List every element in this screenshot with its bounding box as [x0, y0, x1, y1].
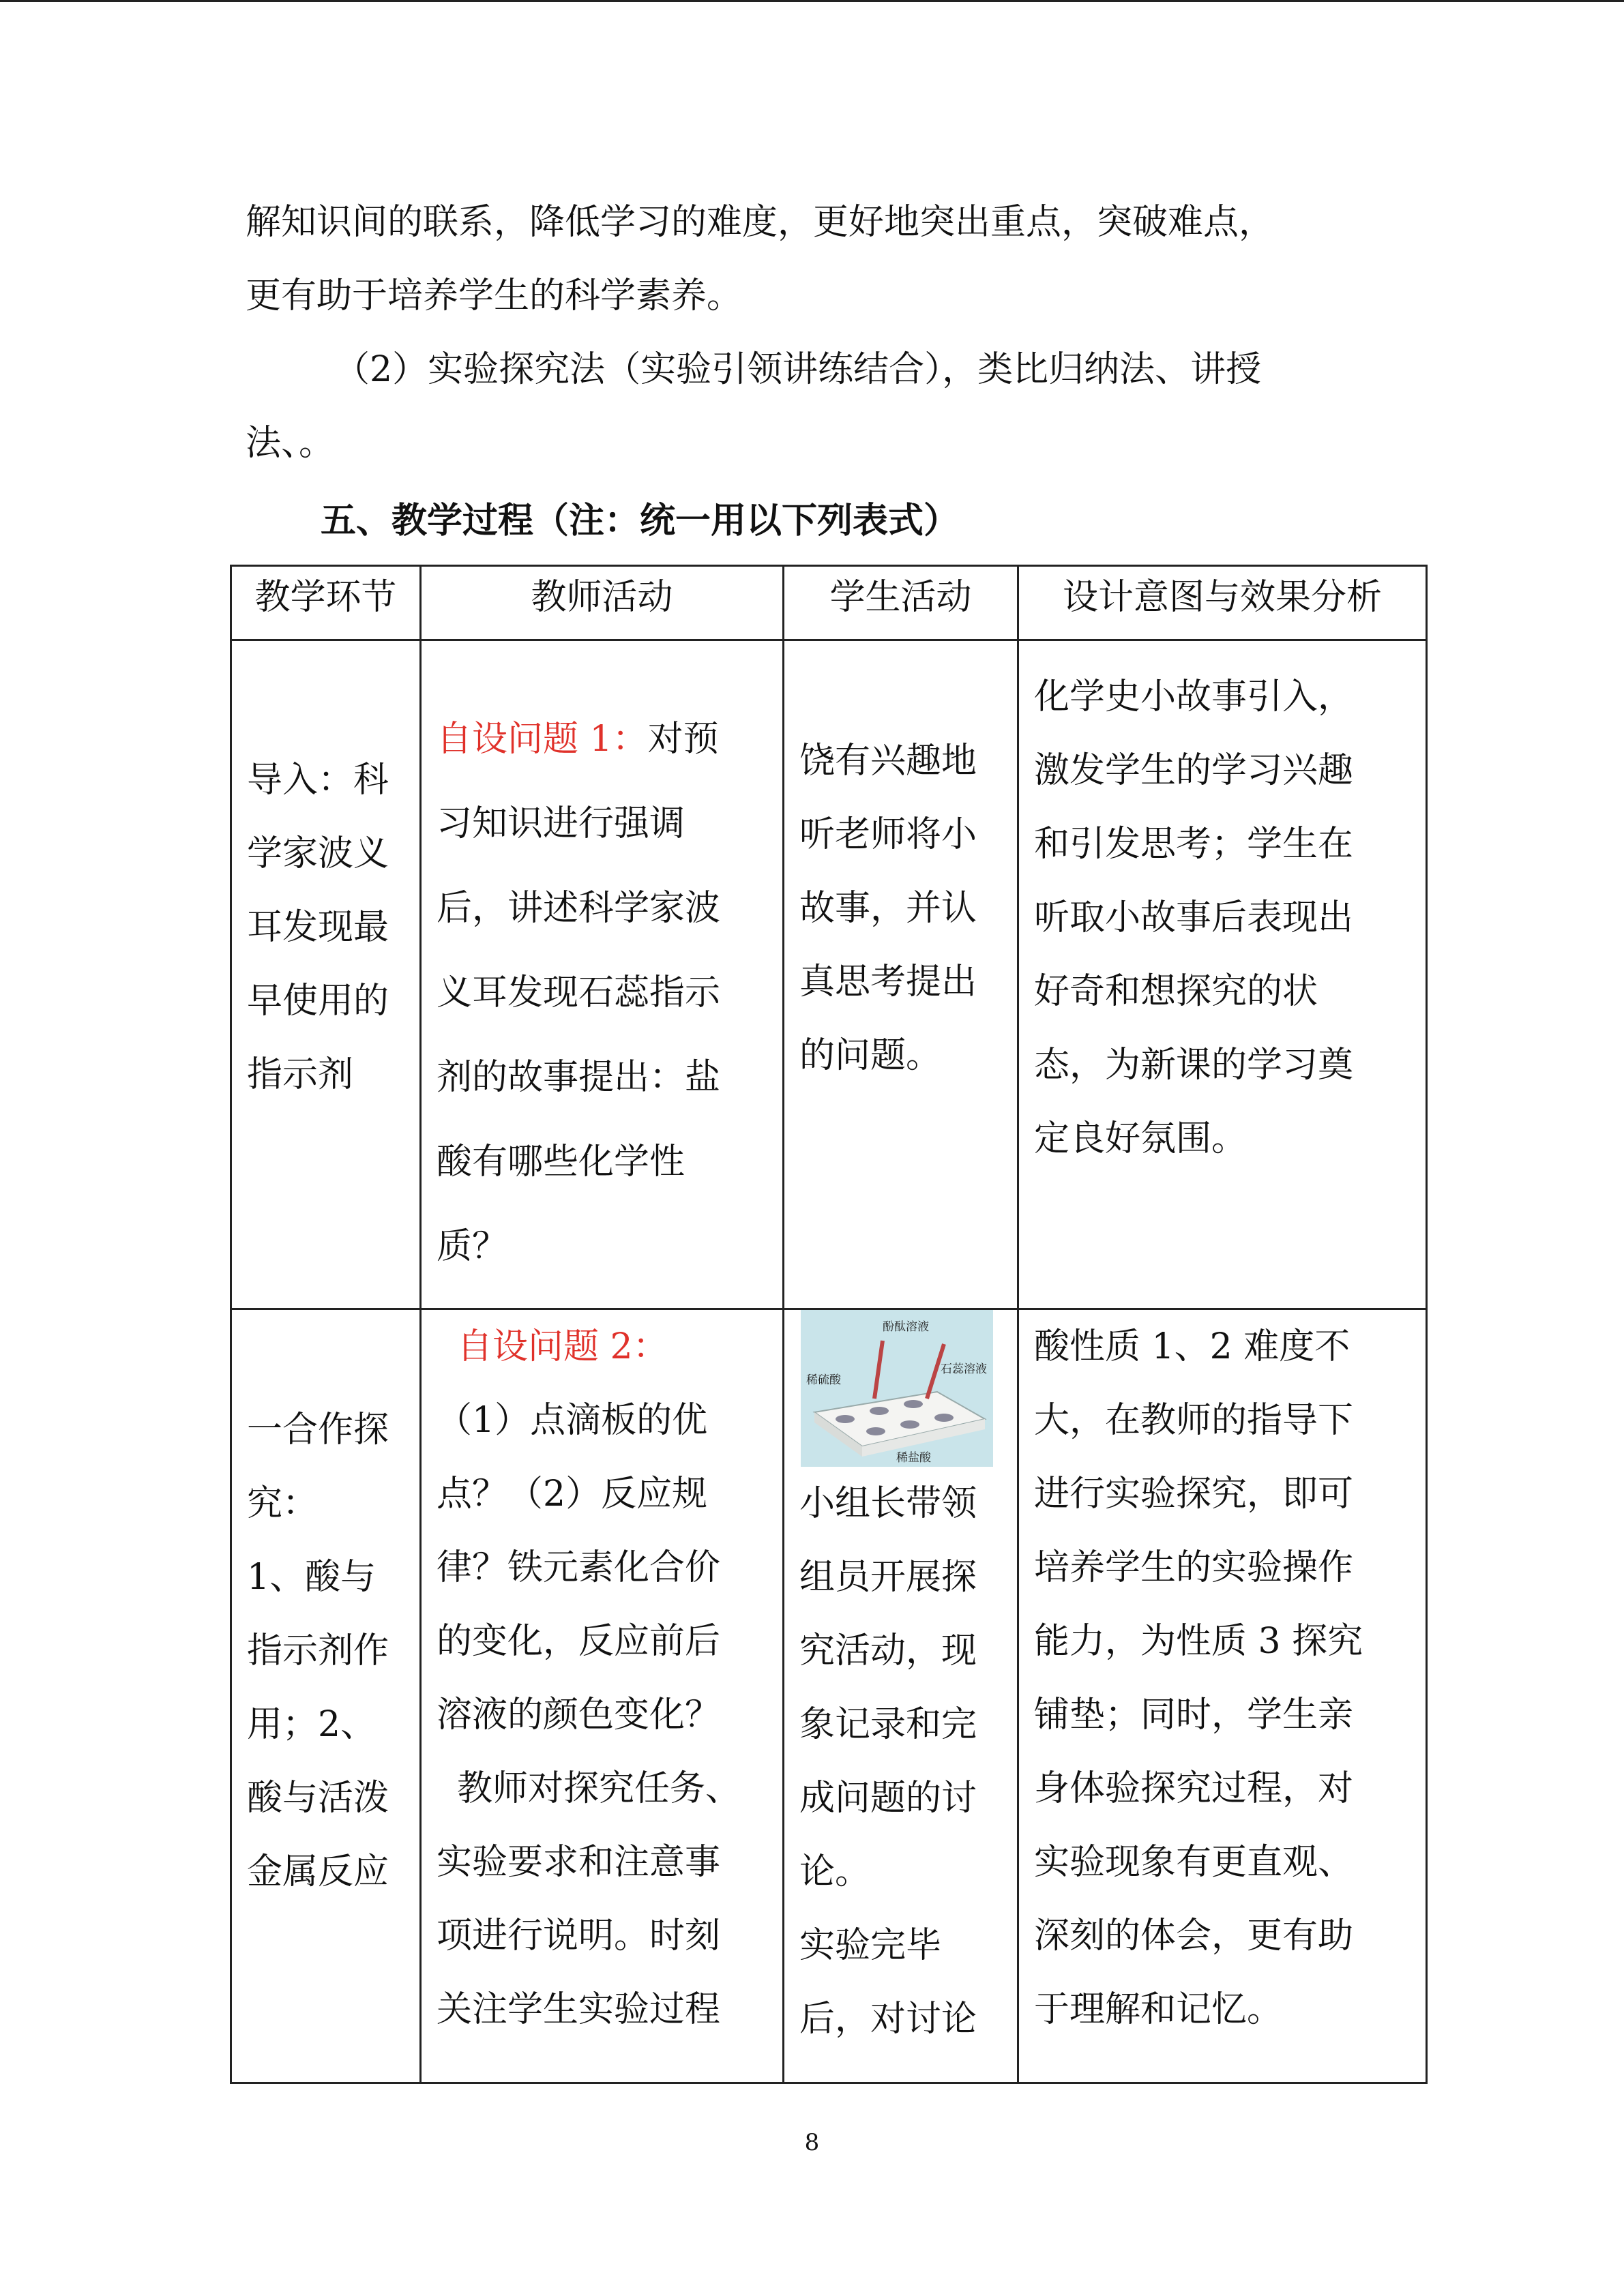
table-row: [231, 1309, 1427, 2083]
design-line: 态，为新课的学习奠: [1034, 1045, 1354, 1086]
stage-line: 学家波义: [247, 833, 389, 874]
student-line: 象记录和完: [799, 1704, 977, 1745]
teacher-line: 质？: [437, 1226, 508, 1267]
student-line: 究活动，现: [799, 1630, 977, 1671]
design-line: 能力，为性质 3 探究: [1034, 1621, 1363, 1662]
design-line: 铺垫；同时，学生亲: [1034, 1695, 1354, 1735]
plate-well: [836, 1415, 855, 1423]
design-line: 于理解和记忆。: [1034, 1989, 1283, 2030]
teacher-line: 对预: [647, 719, 719, 760]
plate-well: [870, 1407, 889, 1415]
top-border-line: [0, 0, 1624, 2]
teacher-line: 律？铁元素化合价: [437, 1547, 721, 1588]
intro-line-1: 解知识间的联系，降低学习的难度，更好地突出重点，突破难点，: [246, 202, 1275, 243]
intro-line-4: 法、。: [246, 423, 335, 464]
student-line: 的问题。: [799, 1035, 942, 1076]
header-student-activity: 学生活动: [784, 566, 1018, 640]
design-line: 定良好氛围。: [1034, 1118, 1247, 1159]
student-line: 听老师将小: [799, 814, 977, 855]
plate-well: [900, 1420, 919, 1429]
student-activity-cell: [784, 1309, 1018, 2083]
teacher-line: 项进行说明。时刻: [437, 1915, 721, 1956]
design-line: 深刻的体会，更有助: [1034, 1915, 1354, 1956]
design-line: 化学史小故事引入，: [1034, 676, 1354, 717]
stage-line: 金属反应: [247, 1851, 389, 1892]
teacher-line: 实验要求和注意事: [437, 1842, 721, 1883]
drop-plate-figure: [801, 1310, 993, 1467]
teaching-process-table: [230, 565, 1428, 2084]
design-line: 和引发思考；学生在: [1034, 824, 1354, 865]
label-phenolphthalein: 酚酞溶液: [883, 1320, 929, 1334]
question-label: 自设问题 1：: [437, 719, 648, 760]
design-line: 身体验探究过程，对: [1034, 1768, 1354, 1809]
section-heading: 五、教学过程（注：统一用以下列表式）: [321, 500, 960, 541]
design-line: 培养学生的实验操作: [1034, 1547, 1354, 1588]
student-line: 真思考提出: [799, 961, 977, 1002]
student-line: 组员开展探: [799, 1557, 977, 1598]
teacher-line: （1）点滴板的优: [437, 1400, 708, 1441]
design-line: 进行实验探究，即可: [1034, 1474, 1354, 1515]
teacher-line: 的变化，反应前后: [437, 1621, 721, 1662]
design-line: 大，在教师的指导下: [1034, 1400, 1354, 1441]
stage-line: 早使用的: [247, 981, 389, 1022]
question-label: 自设问题 2：: [457, 1326, 668, 1367]
table-header-row: [231, 566, 1427, 640]
plate-well: [866, 1427, 885, 1435]
stage-line: 酸与活泼: [247, 1778, 389, 1819]
design-intent-cell: [1018, 1309, 1427, 2083]
student-line: 故事，并认: [799, 888, 977, 929]
plate-well: [934, 1414, 954, 1422]
header-teacher-activity: 教师活动: [421, 566, 784, 640]
student-activity-cell: [784, 640, 1018, 1309]
student-line: 成问题的讨: [799, 1778, 977, 1819]
stage-line: 指示剂: [247, 1054, 354, 1095]
student-line: 饶有兴趣地: [799, 741, 977, 781]
stage-line: 导入：科: [247, 760, 389, 801]
stage-line: 用；2、: [247, 1704, 377, 1745]
stage-line: 指示剂作: [247, 1630, 389, 1671]
teacher-line: 习知识进行强调: [437, 803, 685, 844]
teacher-activity-cell: [421, 1309, 784, 2083]
label-dilute-sulfuric: 稀硫酸: [806, 1373, 841, 1387]
stage-line: 1、酸与: [247, 1557, 377, 1598]
intro-line-2: 更有助于培养学生的科学素养。: [246, 275, 743, 316]
teacher-line: 点？（2）反应规: [437, 1474, 708, 1515]
label-litmus: 石蕊溶液: [941, 1362, 987, 1376]
student-line: 论。: [799, 1851, 871, 1892]
teacher-line: 义耳发现石蕊指示: [437, 972, 721, 1013]
design-line: 激发学生的学习兴趣: [1034, 750, 1354, 791]
label-dilute-hydrochloric: 稀盐酸: [896, 1451, 931, 1465]
plate-well: [904, 1400, 923, 1408]
design-line: 实验现象有更直观、: [1034, 1842, 1354, 1883]
teacher-activity-cell: [421, 640, 784, 1309]
teacher-line: 教师对探究任务、: [457, 1768, 741, 1809]
teacher-line: 剂的故事提出：盐: [437, 1057, 721, 1098]
stage-cell: [231, 1309, 421, 2083]
stage-line: 一合作探: [247, 1410, 389, 1450]
student-line: 实验完毕: [799, 1925, 942, 1966]
teacher-line: 酸有哪些化学性: [437, 1142, 685, 1182]
teacher-line: 后，讲述科学家波: [437, 888, 721, 929]
teacher-line: 溶液的颜色变化？: [437, 1695, 721, 1735]
design-line: 酸性质 1、2 难度不: [1034, 1326, 1350, 1367]
table-row: [231, 640, 1427, 1309]
teacher-line: 关注学生实验过程: [437, 1989, 721, 2030]
design-line: 好奇和想探究的状: [1034, 971, 1318, 1012]
design-line: 听取小故事后表现出: [1034, 897, 1354, 938]
stage-cell: [231, 640, 421, 1309]
student-line: 小组长带领: [799, 1483, 977, 1524]
header-design-intent: 设计意图与效果分析: [1018, 566, 1427, 640]
header-stage: 教学环节: [231, 566, 421, 640]
stage-line: 究：: [247, 1483, 319, 1524]
stage-line: 耳发现最: [247, 907, 389, 948]
page-number: 8: [804, 2129, 820, 2156]
student-line: 后，对讨论: [799, 1999, 977, 2040]
intro-line-3: （2）实验探究法（实验引领讲练结合），类比归纳法、讲授: [334, 349, 1262, 390]
design-intent-cell: [1018, 640, 1427, 1309]
